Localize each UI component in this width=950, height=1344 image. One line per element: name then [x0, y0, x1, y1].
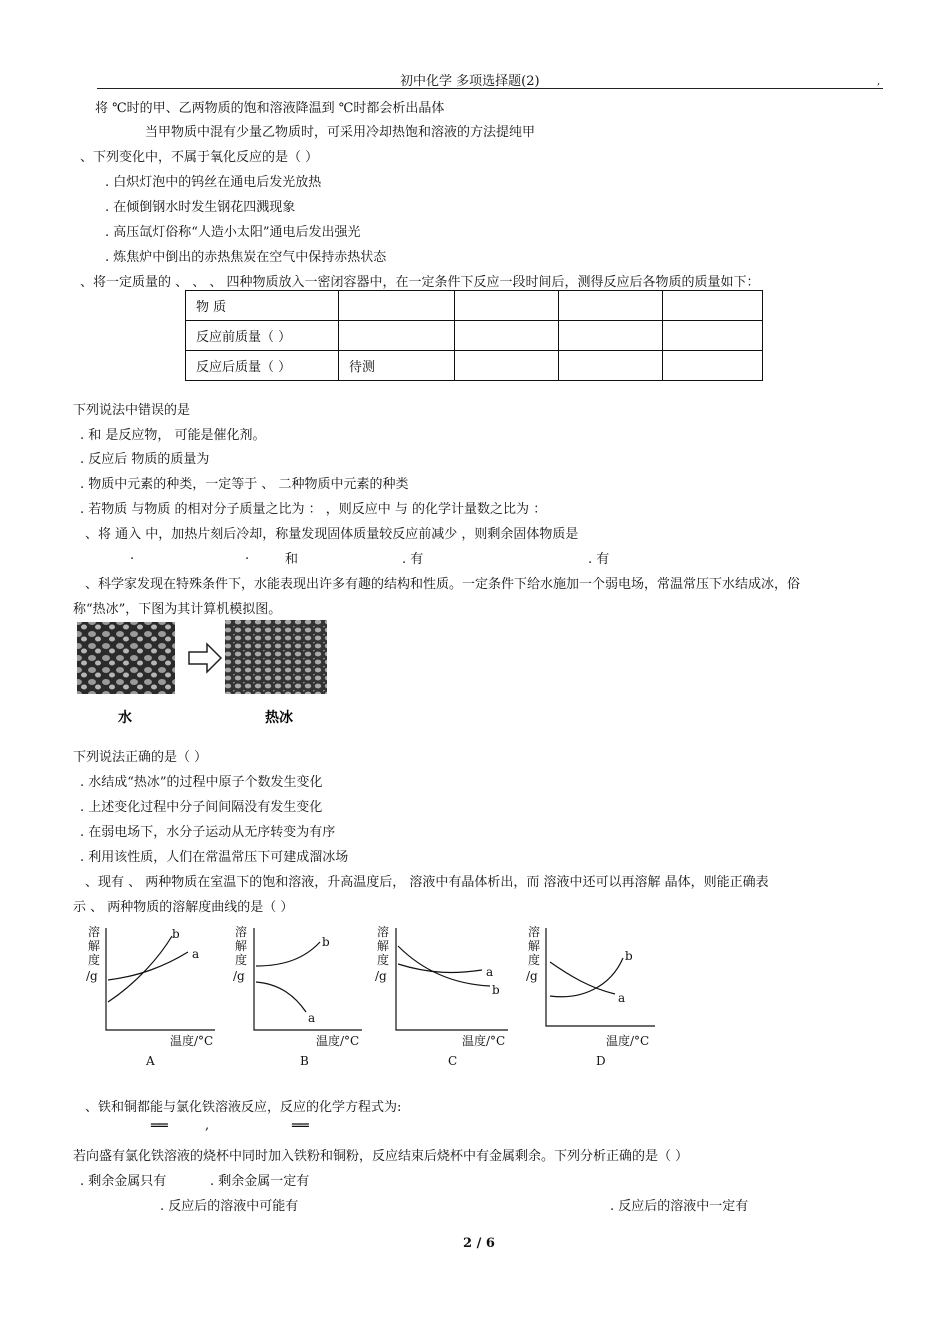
curve-b-label: b — [625, 949, 633, 963]
y-label-char: 度 — [528, 953, 541, 967]
curve-a — [256, 982, 306, 1012]
option-c: . 反应后的溶液中可能有 — [160, 1199, 299, 1214]
table-cell — [663, 291, 763, 321]
option-d: . 有 — [588, 552, 610, 567]
header-rule — [97, 88, 883, 89]
y-label-char: 解 — [528, 939, 541, 953]
hot-ice-label: 热冰 — [265, 710, 293, 726]
question-4: 、将一定质量的 、 、 、 四种物质放入一密闭容器中，在一定条件下反应一段时间后，测得反应后各物质的质量如下： — [80, 275, 760, 290]
table-cell: 反应前质量（ ） — [186, 321, 339, 351]
option-c: . 物质中元素的种类，一定等于 、 二种物质中元素的种类 — [80, 477, 409, 492]
question-8: 、铁和铜都能与氯化铁溶液反应，反应的化学方程式为: — [85, 1100, 402, 1115]
curve-b — [256, 942, 320, 966]
question-7: 、现有 、 两种物质在室温下的饱和溶液，升高温度后， 溶液中有晶体析出，而 溶液中还可以再溶解 晶体，则能正确表 — [85, 875, 769, 890]
y-label-char: /g — [86, 969, 98, 983]
curve-b-label: b — [322, 935, 330, 949]
graph-caption: B — [300, 1054, 309, 1068]
table-row — [186, 291, 763, 321]
table-cell — [455, 291, 559, 321]
water-label: 水 — [118, 710, 132, 726]
option-b: . — [245, 548, 250, 563]
question-6-cont: 称“热冰”，下图为其计算机模拟图。 — [73, 602, 282, 617]
option-a: . 水结成“热冰”的过程中原子个数发生变化 — [80, 775, 323, 790]
y-label-char: 溶 — [235, 925, 248, 939]
graph-a — [86, 924, 215, 1068]
option-b: . 在倾倒钢水时发生钢花四溅现象 — [105, 200, 296, 215]
table-cell — [559, 321, 663, 351]
question-stem: 下列说法正确的是（ ） — [73, 750, 208, 765]
table-cell: 物 质 — [186, 291, 339, 321]
table-cell — [559, 351, 663, 381]
graph-c — [375, 924, 508, 1068]
curve-a-label: a — [192, 947, 200, 961]
curve-a-label: a — [618, 991, 626, 1005]
curve-a-label: a — [308, 1011, 316, 1025]
option-a: . — [130, 548, 135, 563]
curve-a — [398, 964, 482, 972]
curve-a-label: a — [486, 965, 494, 979]
option-c: . 在弱电场下，水分子运动从无序转变为有序 — [80, 825, 336, 840]
question-3: 、下列变化中，不属于氧化反应的是（ ） — [80, 150, 319, 165]
table-cell: 待测 — [339, 351, 455, 381]
table-row — [186, 351, 763, 381]
table-cell — [455, 321, 559, 351]
graph-caption: D — [596, 1054, 606, 1068]
question-stem: 下列说法中错误的是 — [73, 403, 191, 418]
option-a: . 剩余金属只有 — [80, 1174, 167, 1189]
option-d: . 利用该性质，人们在常温常压下可建成溜冰场 — [80, 850, 349, 865]
option-line: 将 ℃时的甲、乙两物质的饱和溶液降温到 ℃时都会析出晶体 — [95, 101, 445, 116]
y-label-char: /g — [233, 969, 245, 983]
y-label-char: 解 — [88, 939, 101, 953]
question-stem: 若向盛有氯化铁溶液的烧杯中同时加入铁粉和铜粉，反应结束后烧杯中有金属剩余。下列分析正确的是（ ） — [73, 1149, 689, 1164]
solubility-graphs — [70, 918, 670, 1070]
curve-b-label: b — [172, 927, 180, 941]
graph-b — [233, 924, 362, 1068]
equation-separator: , — [205, 1118, 210, 1133]
header-mark: , — [877, 76, 881, 87]
y-label-char: 度 — [88, 953, 101, 967]
x-axis-label: 温度/°C — [606, 1034, 650, 1048]
table-row — [186, 321, 763, 351]
option-d: . 若物质 与物质 的相对分子质量之比为 ： ，则反应中 与 的化学计量数之比为 ： — [80, 502, 547, 517]
table-cell — [339, 291, 455, 321]
option-a: . 白炽灯泡中的钨丝在通电后发光放热 — [105, 175, 322, 190]
x-axis-label: 温度/°C — [462, 1034, 506, 1048]
question-5: 、将 通入 中，加热片刻后冷却，称量发现固体质量较反应前减少 ，则剩余固体物质是 — [85, 527, 579, 542]
y-label-char: 度 — [235, 953, 248, 967]
hot-ice-structure-image — [225, 620, 327, 694]
y-label-char: 解 — [377, 939, 390, 953]
mass-table — [185, 290, 763, 381]
page-number: 2 / 6 — [463, 1236, 495, 1251]
option-b: . 反应后 物质的质量为 — [80, 452, 210, 467]
option-b: . 剩余金属一定有 — [210, 1174, 310, 1189]
curve-b — [550, 958, 623, 997]
option-c: . 有 — [402, 552, 424, 567]
equation-sign: ══ — [292, 1118, 309, 1134]
table-cell — [663, 321, 763, 351]
option-c: . 高压氙灯俗称“人造小太阳”通电后发出强光 — [105, 225, 361, 240]
option-a: . 和 是反应物， 可能是催化剂。 — [80, 428, 266, 443]
graph-d — [526, 924, 655, 1068]
y-label-char: /g — [375, 969, 387, 983]
y-label-char: 度 — [377, 953, 390, 967]
table-cell — [559, 291, 663, 321]
y-label-char: 溶 — [377, 925, 390, 939]
curve-b — [108, 936, 172, 1002]
option-line: 当甲物质中混有少量乙物质时，可采用冷却热饱和溶液的方法提纯甲 — [145, 125, 536, 140]
equation-sign: ══ — [151, 1118, 168, 1134]
water-structure-image — [77, 622, 175, 694]
y-label-char: 溶 — [88, 925, 101, 939]
question-7-cont: 示 、 两种物质的溶解度曲线的是（ ） — [73, 900, 294, 915]
x-axis-label: 温度/°C — [316, 1034, 360, 1048]
option-d: . 炼焦炉中倒出的赤热焦炭在空气中保持赤热状态 — [105, 250, 387, 265]
curve-a — [550, 962, 615, 994]
hot-ice-figure — [73, 618, 333, 730]
option-b-and: 和 — [285, 552, 299, 567]
y-label-char: 溶 — [528, 925, 541, 939]
curve-a — [108, 952, 188, 980]
option-d: . 反应后的溶液中一定有 — [610, 1199, 749, 1214]
curve-b-label: b — [492, 983, 500, 997]
table-cell: 反应后质量（ ） — [186, 351, 339, 381]
table-cell — [663, 351, 763, 381]
x-axis-label: 温度/°C — [170, 1034, 214, 1048]
graph-caption: C — [448, 1054, 458, 1068]
arrow-right-icon — [189, 644, 221, 672]
table-cell — [455, 351, 559, 381]
question-6: 、科学家发现在特殊条件下，水能表现出许多有趣的结构和性质。一定条件下给水施加一个弱电场，常温常压下水结成冰，俗 — [85, 577, 801, 592]
page-header-title: 初中化学 多项选择题(2) — [400, 74, 540, 89]
curve-b — [398, 946, 490, 986]
option-b: . 上述变化过程中分子间间隔没有发生变化 — [80, 800, 323, 815]
y-label-char: /g — [526, 969, 538, 983]
graph-caption: A — [146, 1054, 155, 1068]
y-label-char: 解 — [235, 939, 248, 953]
table-cell — [339, 321, 455, 351]
